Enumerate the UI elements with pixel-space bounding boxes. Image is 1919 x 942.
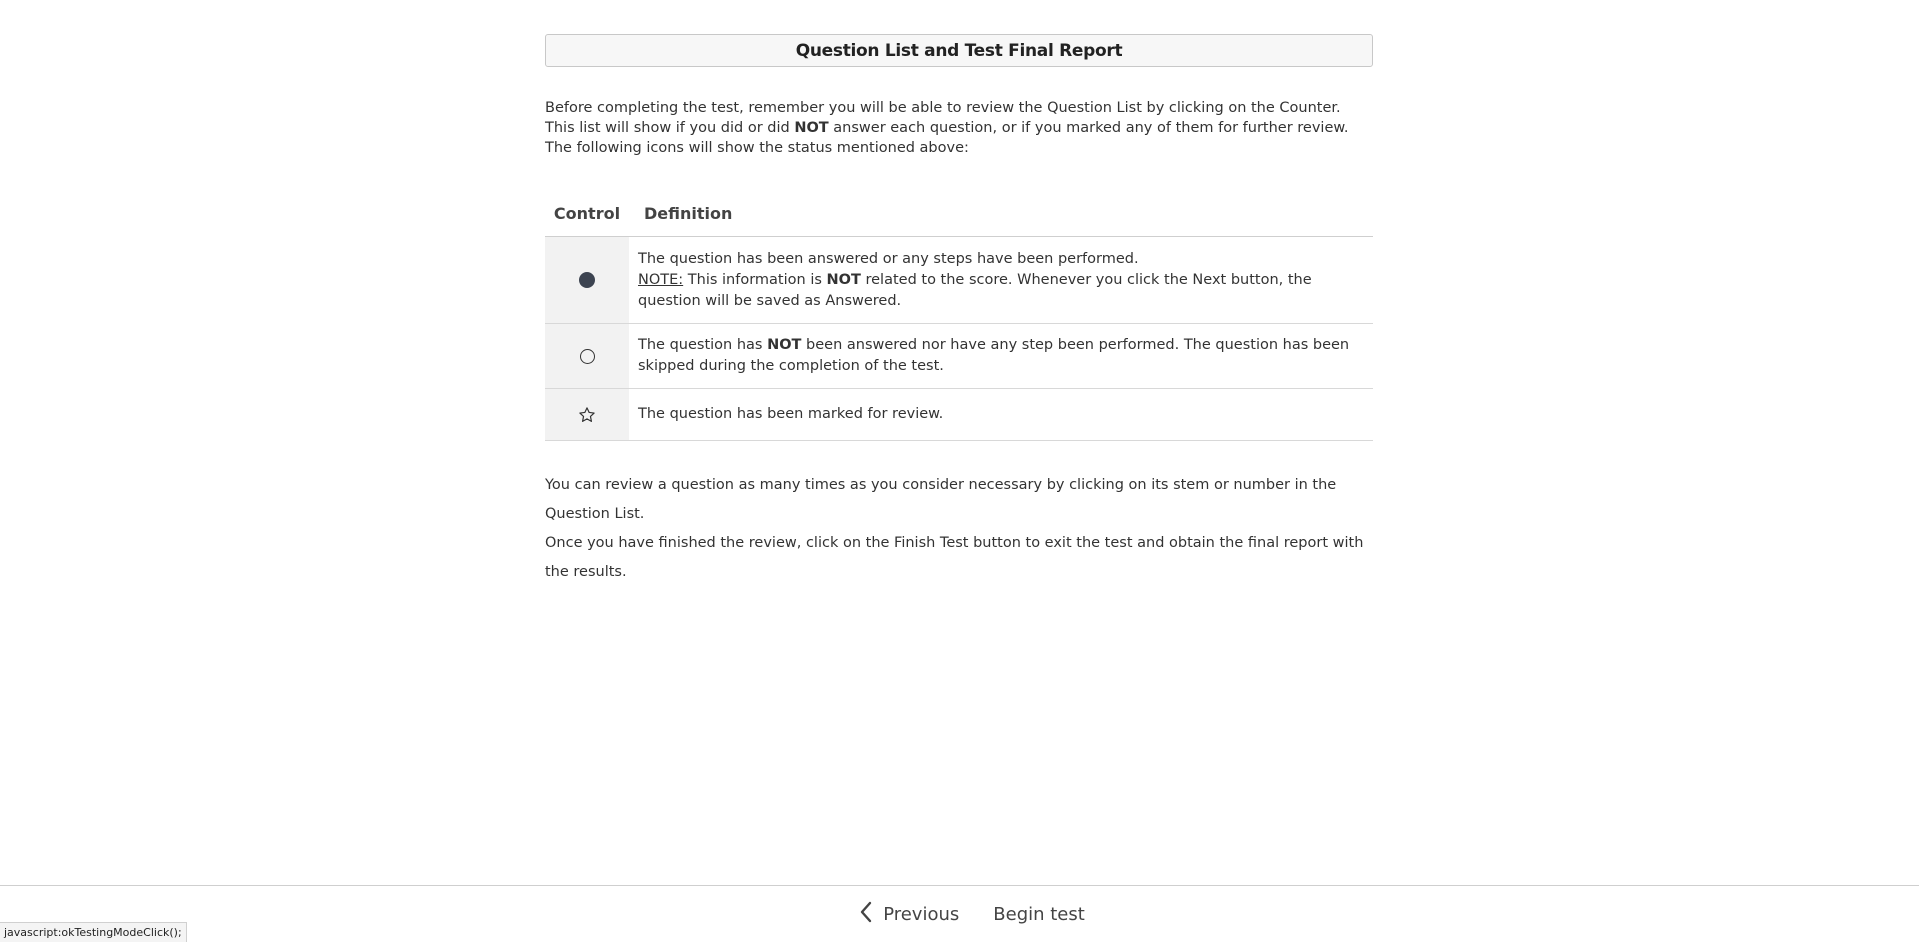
page-title: Question List and Test Final Report bbox=[545, 34, 1373, 67]
browser-status-bar: javascript:okTestingModeClick(); bbox=[0, 922, 187, 942]
intro-text-2: answer each question, or if you marked any of them for further review. The following icons will show the status mentioned above: bbox=[545, 120, 1349, 156]
footer-nav bbox=[0, 886, 1919, 942]
note-emphasis: NOT bbox=[826, 272, 861, 288]
legend-row-not-answered bbox=[545, 324, 1373, 389]
header-definition: Definition bbox=[644, 203, 733, 223]
outro-line-1: You can review a question as many times as you consider necessary by clicking on its stem or number in the Question List. bbox=[545, 477, 1337, 522]
note-text-2: related to the score. Whenever you click the Next button, the question will be saved as Answered. bbox=[638, 272, 1312, 309]
previous-label: Previous bbox=[883, 903, 960, 925]
filled-circle-icon bbox=[579, 272, 595, 288]
outro-line-2: Once you have finished the review, click on the Finish Test button to exit the test and obtain the final report with the results. bbox=[545, 535, 1364, 580]
header-control: Control bbox=[553, 203, 621, 223]
intro-paragraph bbox=[545, 98, 1373, 158]
note-text-1: This information is bbox=[683, 272, 827, 288]
legend-table bbox=[545, 190, 1373, 441]
begin-test-button[interactable]: Begin test bbox=[987, 904, 1091, 925]
intro-emphasis: NOT bbox=[794, 120, 829, 136]
empty-circle-icon bbox=[580, 349, 595, 364]
control-cell bbox=[545, 389, 629, 440]
chevron-left-icon bbox=[859, 901, 873, 928]
footer-nav-bar bbox=[0, 885, 1919, 942]
definition-cell bbox=[629, 237, 1373, 323]
definition-cell bbox=[629, 324, 1373, 388]
intro-text-1: Before completing the test, remember you will be able to review the Question List by clicking on the Counter. This list will show if you did or did bbox=[545, 100, 1341, 136]
control-cell bbox=[545, 324, 629, 388]
not-answered-text-2: been answered nor have any step been performed. The question has been skipped during the completion of the test. bbox=[638, 337, 1350, 374]
main-content bbox=[545, 34, 1373, 587]
not-answered-text-1: The question has bbox=[638, 337, 768, 353]
answered-note bbox=[638, 270, 1363, 312]
control-cell bbox=[545, 237, 629, 323]
legend-row-answered bbox=[545, 237, 1373, 324]
legend-table-header bbox=[545, 190, 1373, 237]
definition-cell: The question has been marked for review. bbox=[638, 406, 944, 422]
previous-button[interactable] bbox=[853, 901, 965, 928]
outro-paragraph bbox=[545, 471, 1373, 587]
note-label: NOTE: bbox=[638, 272, 684, 288]
star-icon bbox=[578, 406, 596, 424]
not-answered-emphasis: NOT bbox=[767, 337, 802, 353]
legend-row-marked bbox=[545, 389, 1373, 441]
answered-definition: The question has been answered or any steps have been performed. bbox=[638, 251, 1139, 267]
